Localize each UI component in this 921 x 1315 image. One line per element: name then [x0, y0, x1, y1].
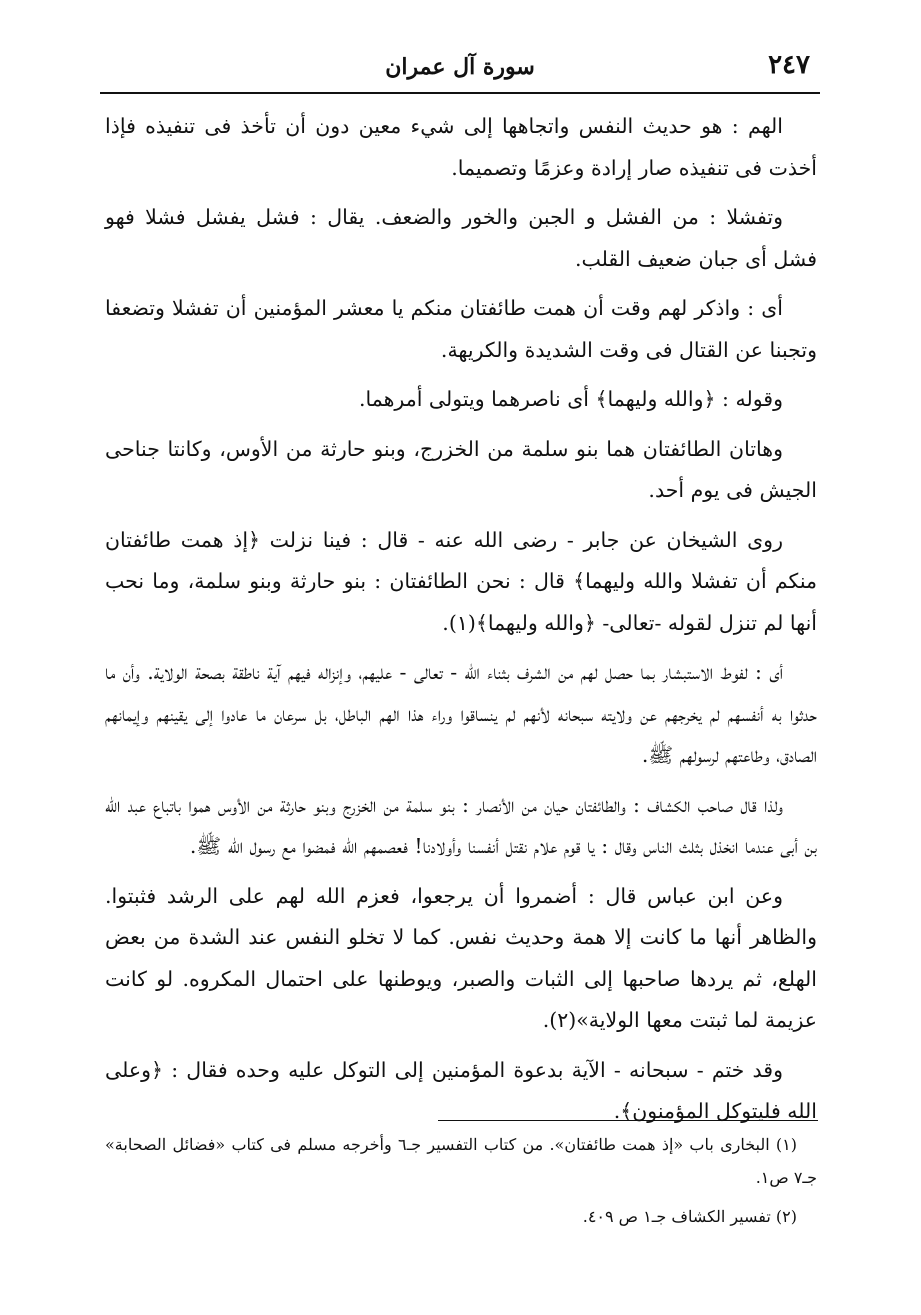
- main-text: [105, 106, 817, 1133]
- paragraph: وعن ابن عباس قال : أضمروا أن يرجعوا، فعزم الله لهم على الرشد فثبتوا. والظاهر أنها ما كانت إلا همة وحديث نفس. كما لا تخلو النفس عند الشدة من بعض الهلع، ثم يردها صاحبها إلى الثبات والصبر، ويوطنها على احتمال المكروه. لو كانت عزيمة لما ثبتت معها الولاية»(٢).: [105, 883, 817, 1032]
- footnote: (٢) تفسير الكشاف جـ١ ص ٤٠٩.: [582, 1207, 797, 1226]
- paragraph: أى : لفوط الاستبشار بما حصل لهم من الشرف بثناء الله - تعالى - عليهم، وإنزاله فيهم آية ناطقة بصحة الولاية. وأن ما حدثوا به أنفسهم لم يخرجهم عن ولايته سبحانه لأنهم لم ينساقوا وراء هذا الهم الباطل، بل سرعان ما عادوا إلى يقينهم وإيمانهم الصادق، وطاعتهم لرسولهم ﷺ.: [105, 660, 817, 767]
- paragraph: وقوله : ﴿والله وليهما﴾ أى ناصرهما ويتولى أمرهما.: [358, 387, 783, 411]
- paragraph: روى الشيخان عن جابر - رضى الله عنه - قال : فينا نزلت ﴿إذ همت طائفتان منكم أن تفشلا والله وليهما﴾ قال : نحن الطائفتان : بنو حارثة وبنو سلمة، وما نحب أنها لم تنزل لقوله -تعالى- ﴿والله وليهما﴾(١).: [105, 527, 817, 635]
- paragraph: وقد ختم - سبحانه - الآية بدعوة المؤمنين إلى التوكل عليه وحده فقال : ﴿وعلى الله فليتوكل المؤمنون﴾.: [105, 1057, 817, 1123]
- page-number: ٢٤٧: [768, 50, 810, 80]
- paragraph: وهاتان الطائفتان هما بنو سلمة من الخزرج، وبنو حارثة من الأوس، وكانتا جناحى الجيش فى يوم أحد.: [105, 436, 817, 502]
- running-title: سورة آل عمران: [385, 54, 535, 80]
- footnote: (١) البخارى باب «إذ همت طائفتان». من كتاب التفسير جـ٦ وأخرجه مسلم فى كتاب «فضائل الصحابة» جـ٧ ص١.: [105, 1135, 817, 1187]
- paragraph: أى : واذكر لهم وقت أن همت طائفتان منكم يا معشر المؤمنين أن تفشلا وتضعفا وتجبنا عن القتال فى وقت الشديدة والكريهة.: [105, 296, 817, 362]
- header-divider: [100, 92, 820, 94]
- paragraph: ولذا قال صاحب الكشاف : والطائفتان حيان من الأنصار : بنو سلمة من الخزرج وبنو حارثة من الأوس هموا باتباع عبد الله بن أبى عندما انخذل بثلث الناس وقال : يا قوم علام نقتل أنفسنا وأولادنا! فعصمهم الله فمضوا مع رسول الله ﷺ.: [105, 792, 817, 858]
- paragraph: وتفشلا : من الفشل و الجبن والخور والضعف. يقال : فشل يفشل فشلا فهو فشل أى جبان ضعيف القلب.: [105, 205, 817, 271]
- page-header: [100, 44, 820, 84]
- paragraph: الهم : هو حديث النفس واتجاهها إلى شيء معين دون أن تأخذ فى تنفيذه فإذا أخذت فى تنفيذه صار إرادة وعزمًا وتصميما.: [105, 114, 817, 180]
- footnotes: [105, 1128, 817, 1239]
- footnote-divider: [438, 1120, 818, 1121]
